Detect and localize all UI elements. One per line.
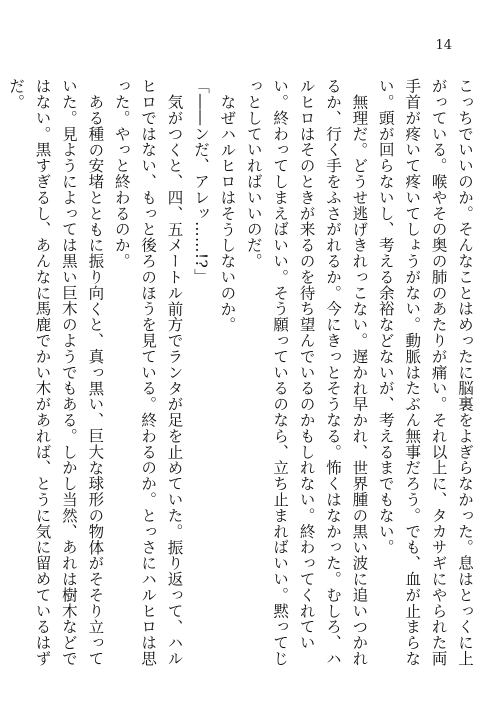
- paragraph: こっちでいいのか。そんなことはめったに脳裏をよぎらなかった。息はとっくに上がっている。喉やその奥の肺のあたりが痛い。それ以上に、タカサギにやられた両手首が疼いて疼いてしょうがない。動脈はたぶん無事だろう。でも、血が止まらない。頭が回らないし、考える余裕などないが、考えるまでもない。: [376, 78, 474, 667]
- paragraph: 無理だ。どうせ逃げきれっこない。遅かれ早かれ、世界腫の黒い波に追いつかれるか、行く手をふさがれるか。今にきっとそうなる。怖くはなかった。むしろ、ハルヒロはそのときが来るのを待ち望んでいるのかもしれない。終わってくれていい。終わってしまえばいい。そう願っているのなら、立ち止まればいい。黙ってじっとしていればいいのだ。: [244, 78, 369, 667]
- paragraph: [0, 78, 3, 668]
- body-text: [7, 78, 478, 668]
- dialogue-line: 「――ンだ、アレッ……!?」: [191, 78, 210, 285]
- paragraph: 気がつくと、四、五メートル前方でランタが足を止めていた。振り返って、ハルヒロではない、もっと後ろのほうを見ている。終わるのか。とっさにハルヒロは思った。やっと終わるのか。: [112, 78, 184, 667]
- page-number: 14: [435, 38, 452, 53]
- paragraph: ある種の安堵とともに振り向くと、真っ黒い、巨大な球形の物体がそそり立っていた。見ようによっては黒い巨木のようでもある。しかし当然、あれは樹木などではない。黒すぎるし、あんなに馬鹿でかい木があれば、とうに気に留めているはずだ。: [7, 78, 105, 667]
- paragraph: なぜハルヒロはそうしないのか。: [218, 93, 237, 332]
